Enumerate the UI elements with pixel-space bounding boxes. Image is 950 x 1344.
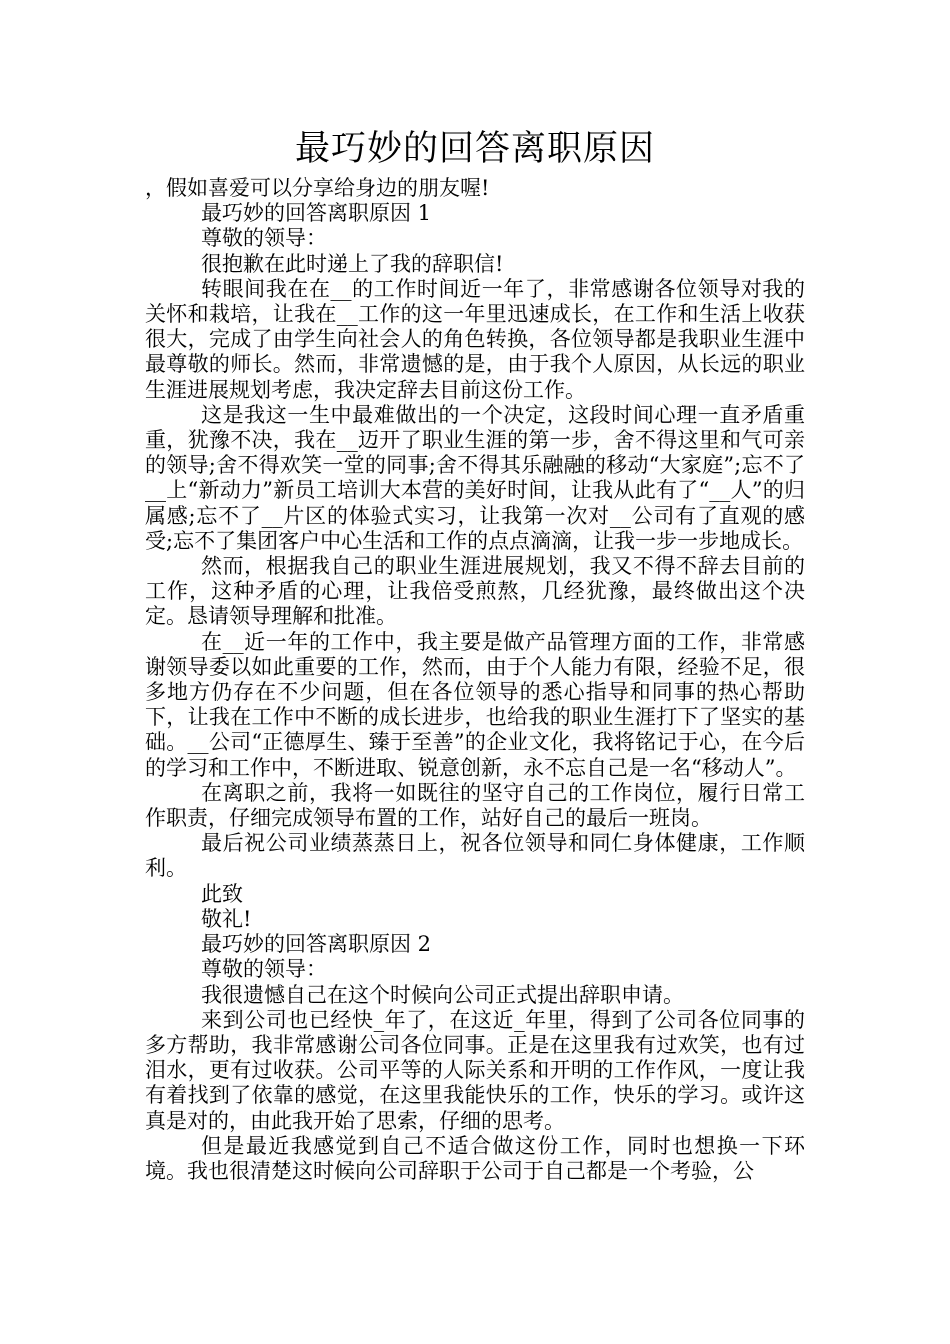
paragraph: 然而，根据我自己的职业生涯进展规划，我又不得不辞去目前的工作，这种矛盾的心理，让我倍受煎熬，几经犹豫，最终做出这个决定。恳请领导理解和批准。: [145, 554, 805, 629]
document-page: [145, 122, 805, 1184]
opening-line: 我很遗憾自己在这个时候向公司正式提出辞职申请。: [201, 982, 684, 1007]
paragraph: 在__近一年的工作中，我主要是做产品管理方面的工作，非常感谢领导委以如此重要的工作，然而，由于个人能力有限，经验不足，很多地方仍存在不少问题，但在各位领导的悉心指导和同事的热心帮助下，让我在工作中不断的成长进步，也给我的职业生涯打下了坚实的基础。__公司“正德厚生、臻于至善”的企业文化，我将铭记于心，在今后的学习和工作中，不断进取、锐意创新，永不忘自己是一名“移动人”。: [145, 629, 805, 780]
opening-line: 很抱歉在此时递上了我的辞职信!: [201, 251, 504, 276]
paragraph: 最后祝公司业绩蒸蒸日上，祝各位领导和同仁身体健康，工作顺利。: [145, 831, 805, 881]
closing-line: 此致: [201, 881, 243, 906]
intro-line: ，假如喜爱可以分享给身边的朋友喔!: [145, 176, 490, 200]
paragraph: 在离职之前，我将一如既往的坚守自己的工作岗位，履行日常工作职责，仔细完成领导布置的工作，站好自己的最后一班岗。: [145, 780, 805, 831]
paragraph: 转眼间我在在__的工作时间近一年了，非常感谢各位领导对我的关怀和栽培，让我在__工作的这一年里迅速成长，在工作和生活上收获很大，完成了由学生向社会人的角色转换，各位领导都是我职业生涯中最尊敬的师长。然而，非常遗憾的是，由于我个人原因，从长远的职业生涯进展规划考虑，我决定辞去目前这份工作。: [145, 276, 805, 402]
salutation: 尊敬的领导：: [201, 226, 327, 251]
section-heading-2: 最巧妙的回答离职原因 2: [201, 932, 432, 957]
paragraph: 但是最近我感觉到自己不适合做这份工作，同时也想换一下环境。我也很清楚这时候向公司辞职于公司于自己都是一个考验，公: [145, 1133, 805, 1183]
document-title: 最巧妙的回答离职原因: [294, 129, 655, 169]
section-heading-1: 最巧妙的回答离职原因 1: [201, 201, 432, 226]
closing-line: 敬礼!: [201, 906, 252, 931]
paragraph: 这是我这一生中最难做出的一个决定，这段时间心理一直矛盾重重，犹豫不决，我在__迈开了职业生涯的第一步，舍不得这里和气可亲的领导;舍不得欢笑一堂的同事;舍不得其乐融融的移动“大家庭”;忘不了__上“新动力”新员工培训大本营的美好时间，让我从此有了“__人”的归属感;忘不了__片区的体验式实习，让我第一次对__公司有了直观的感受;忘不了集团客户中心生活和工作的点点滴滴，让我一步一步地成长。: [145, 402, 805, 553]
paragraph: 来到公司也已经快_年了，在这近_年里，得到了公司各位同事的多方帮助，我非常感谢公司各位同事。正是在这里我有过欢笑，也有过泪水，更有过收获。公司平等的人际关系和开明的工作作风，一度让我有着找到了依靠的感觉，在这里我能快乐的工作，快乐的学习。或许这真是对的，由此我开始了思索，仔细的思考。: [145, 1007, 805, 1133]
salutation: 尊敬的领导：: [201, 957, 327, 982]
